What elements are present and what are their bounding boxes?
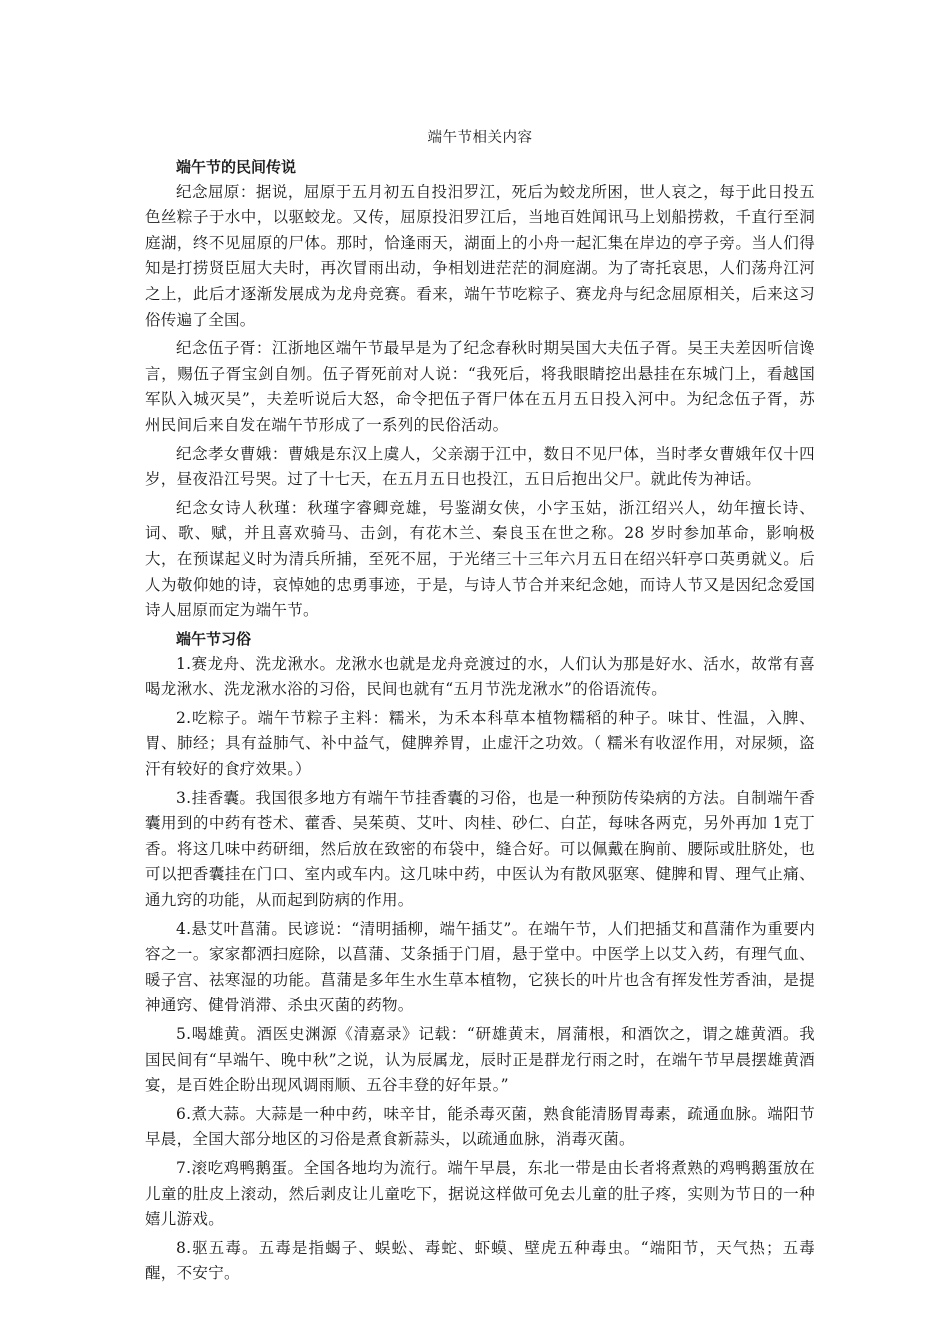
- paragraph-cao-e: 纪念孝女曹娥：曹娥是东汉上虞人，父亲溺于江中，数日不见尸体，当时孝女曹娥年仅十四岁，昼夜沿江号哭。过了十七天，在五月五日也投江，五日后抱出父尸。就此传为神话。: [145, 444, 815, 489]
- paragraph-custom-garlic: 6.煮大蒜。大蒜是一种中药，味辛甘，能杀毒灭菌，熟食能清肠胃毒素，疏通血脉。端阳节早晨，全国大部分地区的习俗是煮食新蒜头，以疏通血脉，消毒灭菌。: [145, 1104, 815, 1149]
- section-heading-customs: 端午节习俗: [176, 629, 252, 648]
- section-customs: [145, 627, 815, 1287]
- paragraph-qiu-jin: 纪念女诗人秋瑾：秋瑾字睿卿竞雄，号鉴湖女侠，小字玉姑，浙江绍兴人，幼年擅长诗、词、歌、赋，并且喜欢骑马、击剑，有花木兰、秦良玉在世之称。28 岁时参加革命，影响极大，在预谋起义时为清兵所捕，至死不屈，于光绪三十三年六月五日在绍兴轩亭口英勇就义。后人为敬仰她的诗，哀悼她的忠勇事迹，于是，与诗人节合并来纪念她，而诗人节又是因纪念爱国诗人屈原而定为端午节。: [145, 498, 815, 620]
- paragraph-custom-dragon-boat: 1.赛龙舟、洗龙湫水。龙湫水也就是龙舟竞渡过的水，人们认为那是好水、活水，故常有喜喝龙湫水、洗龙湫水浴的习俗，民间也就有“五月节洗龙湫水”的俗语流传。: [145, 654, 815, 699]
- section-legends: [145, 155, 815, 624]
- paragraph-wu-zixu: 纪念伍子胥：江浙地区端午节最早是为了纪念春秋时期吴国大夫伍子胥。吴王夫差因听信谗言，赐伍子胥宝剑自刎。伍子胥死前对人说：“我死后，将我眼睛挖出悬挂在东城门上，看越国军队入城灭吴”，夫差听说后大怒，命令把伍子胥尸体在五月五日投入河中。为纪念伍子胥，苏州民间后来自发在端午节形成了一系列的民俗活动。: [145, 339, 815, 434]
- paragraph-custom-mugwort: 4.悬艾叶菖蒲。民谚说：“清明插柳，端午插艾”。在端午节，人们把插艾和菖蒲作为重要内容之一。家家都洒扫庭除，以菖蒲、艾条插于门眉，悬于堂中。中医学上以艾入药，有理气血、暖子宫、祛寒湿的功能。菖蒲是多年生水生草本植物，它狭长的叶片也含有挥发性芳香油，是提神通窍、健骨消滞、杀虫灭菌的药物。: [145, 919, 815, 1015]
- document-title: 端午节相关内容: [427, 130, 533, 146]
- document-page: [145, 126, 815, 1290]
- paragraph-custom-eggs: 7.滚吃鸡鸭鹅蛋。全国各地均为流行。端午早晨，东北一带是由长者将煮熟的鸡鸭鹅蛋放在儿童的肚皮上滚动，然后剥皮让儿童吃下，据说这样做可免去儿童的肚子疼，实则为节日的一种嬉儿游戏。: [145, 1158, 815, 1229]
- section-heading-legends: 端午节的民间传说: [176, 157, 297, 176]
- paragraph-custom-realgar: 5.喝雄黄。酒医史渊源《清嘉录》记载：“研雄黄末，屑蒲根，和酒饮之，谓之雄黄酒。我国民间有“早端午、晚中秋”之说，认为辰属龙，辰时正是群龙行雨之时，在端午节早晨摆雄黄酒宴，是百姓企盼出现风调雨顺、五谷丰登的好年景。”: [145, 1025, 815, 1095]
- paragraph-custom-zongzi: 2.吃粽子。端午节粽子主料：糯米，为禾本科草本植物糯稻的种子。味甘、性温，入脾、胃、肺经；具有益肺气、补中益气，健脾养胃，止虚汗之功效。（ 糯米有收涩作用，对尿频，盗汗有较好的食疗效果。）: [145, 708, 815, 779]
- paragraph-custom-sachet: 3.挂香囊。我国很多地方有端午节挂香囊的习俗，也是一种预防传染病的方法。自制端午香囊用到的中药有苍术、藿香、吴茱萸、艾叶、肉桂、砂仁、白芷，每味各两克，另外再加 1克丁香。将这几味中药研细，然后放在致密的布袋中，缝合好。可以佩戴在胸前、腰际或肚脐处，也可以把香囊挂在门口、室内或车内。这几味中药，中医认为有散风驱寒、健脾和胃、理气止痛、通九窍的功能，从而起到防病的作用。: [145, 788, 815, 910]
- paragraph-custom-five-poisons: 8.驱五毒。五毒是指蝎子、蜈蚣、毒蛇、虾蟆、壁虎五种毒虫。“端阳节，天气热；五毒醒，不安宁。: [145, 1238, 815, 1283]
- paragraph-qu-yuan: 纪念屈原：据说，屈原于五月初五自投汨罗江，死后为蛟龙所困，世人哀之，每于此日投五色丝粽子于水中，以驱蛟龙。又传，屈原投汨罗江后，当地百姓闻讯马上划船捞救，千直行至洞庭湖，终不见屈原的尸体。那时，恰逢雨天，湖面上的小舟一起汇集在岸边的亭子旁。当人们得知是打捞贤臣屈大夫时，再次冒雨出动，争相划进茫茫的洞庭湖。为了寄托哀思，人们荡舟江河之上，此后才逐渐发展成为龙舟竞赛。看来，端午节吃粽子、赛龙舟与纪念屈原相关，后来这习俗传遍了全国。: [145, 182, 815, 329]
